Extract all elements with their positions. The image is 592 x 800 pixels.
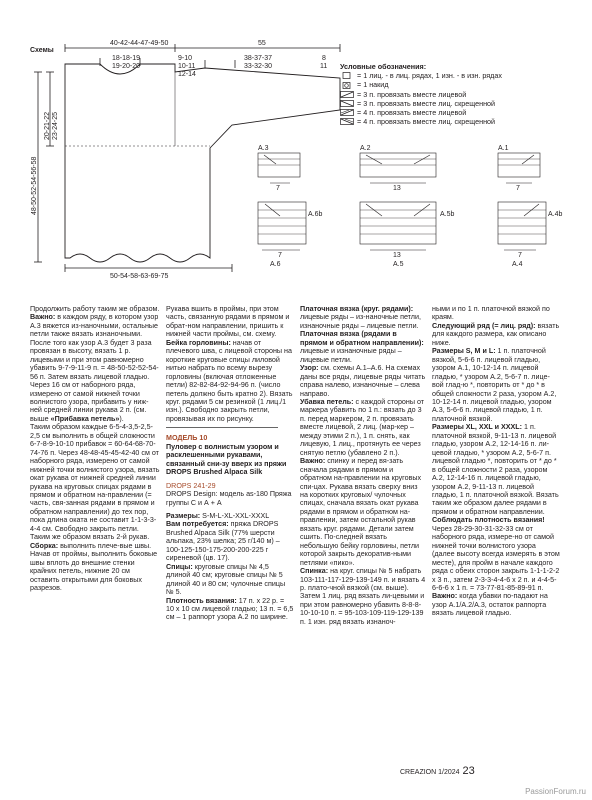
paragraph: Узор: см. схемы А.1–А.6. На схемах даны все ряды, лицевые ряды читать справа налево, изнаночные – слева направо. bbox=[300, 364, 426, 398]
svg-text:A.3: A.3 bbox=[258, 145, 269, 152]
chart-a5 bbox=[360, 202, 455, 268]
paragraph: Важно: когда убавки по-падают на узор А.1/А.2/А.3, остаток раппорта вязать лицевой гладью. bbox=[432, 592, 548, 618]
neck-size-2: 10-11 bbox=[178, 63, 196, 70]
svg-text:A.2: A.2 bbox=[360, 145, 371, 152]
sweater-body-outline bbox=[65, 64, 340, 262]
svg-text:A.4: A.4 bbox=[512, 261, 523, 268]
k3tog-icon bbox=[340, 91, 354, 98]
svg-text:A.1: A.1 bbox=[498, 145, 509, 152]
paragraph: Убавка петель: с каждой стороны от маркера убавить по 1 п.: вязать до 3 п. перед маркером, 2 п. провязать вместе лицевой, 2 лиц. (мар-кер – между этими 2 п.), 1 п. снять, как лицевую, 1 лиц., протянуть ее через снятую петлю (убавлено 2 п.). bbox=[300, 397, 425, 457]
paragraph: Важно: в каждом ряду, в котором узор А.3 вяжется из-наночными, остальные петли также вязать изнаночными. После того как узор А.3 будет 3 раза провязан в высоту, вязать 1 р. лицевыми и при этом равномерно убавить 9-7-9-11-9 п. = 48-50-52-52-54-56 п. Затем вязать лицевой гладью. Через 16 см от наборного ряда, измерено от самой нижней точки волнистого узора, прибавить у ниж-ней средней линии рукава 2 п. (см. выше «Прибавка петель»). bbox=[30, 313, 159, 423]
diagram-title: Схемы bbox=[30, 47, 54, 54]
k3tog-tbl-icon bbox=[340, 100, 354, 107]
svg-text:A.6: A.6 bbox=[270, 261, 281, 268]
bottom-width-label: 50-54-58-63-69-75 bbox=[110, 273, 169, 280]
model-title: Пуловер с волнистым узором и расклешенными рукавами, связанный сни-зу вверх из пряжи DROPS Brushed Alpaca Silk bbox=[166, 442, 287, 477]
text-column-3 bbox=[300, 305, 426, 626]
paragraph: DROPS Design: модель as-180 Пряжа группы С и А + А bbox=[166, 490, 292, 507]
watermark: PassionForum.ru bbox=[525, 787, 586, 796]
paragraph: Платочная вязка (круг. рядами): лицевые ряды – из-наночные петли, изнаночные ряды – лицевые петли. bbox=[300, 305, 421, 330]
model-heading: МОДЕЛЬ 10 bbox=[166, 434, 208, 443]
paragraph: Соблюдать плотность вязания! bbox=[432, 516, 545, 525]
body-length-label: 48-50-52-54-56-58 bbox=[31, 156, 38, 215]
sleeve-size-2: 33-32-30 bbox=[244, 63, 273, 70]
paragraph: Сборка: выполнить плече-вые швы. Начав от проймы, выполнить боковые швы вплоть до внешние стенки крайних петель, нижние 20 см оставить открытыми для боковых разрезов. bbox=[30, 541, 158, 592]
chart-a2 bbox=[360, 145, 436, 192]
legend-item-k3tog: = 3 п. провязать вместе лицевой bbox=[340, 90, 590, 99]
shoulder-size-2: 19-20-20 bbox=[112, 63, 141, 70]
legend-item-knit: = 1 лиц. - в лиц. рядах, 1 изн. - в изн. рядах bbox=[340, 71, 590, 80]
model-code: DROPS 241-29 bbox=[166, 481, 216, 490]
armhole-depth-2: 23-24-25 bbox=[52, 111, 59, 140]
paragraph: Через 28-29-30-31-32-33 см от наборного ряда, измере-но от самой нижней точки волнистого узора (далее высоту всегда измерять в этом месте), для пройм в начале каждого ряда с обеих сторон закрыть 1-1-1-2-2 х 3 п., затем 2-3-3-4-4-6 х 2 п. и 4-4-5-6-6-6 х 1 п. = 73-77-81-85-89-91 п. bbox=[432, 524, 560, 592]
paragraph: Спинка: на круг. спицы № 5 набрать 103-111-117-129-139-149 п. и вязать 4 р. плато-чной вязкой (см. выше). Затем 1 лиц. ряд вязать ли-цевыми и при этом равномерно убавить 8-8-8-10-10-10 п. = 95-103-109-119-129-139 п. 1 изн. ряд вязать изнаноч- bbox=[300, 567, 426, 626]
sleeve-size-1: 38-37-37 bbox=[244, 55, 273, 62]
legend-item-yarn-over: = 1 накид bbox=[340, 80, 590, 89]
neck-size-3: 12-14 bbox=[178, 71, 196, 78]
legend bbox=[340, 62, 590, 126]
svg-text:7: 7 bbox=[518, 252, 522, 259]
svg-text:A.4b: A.4b bbox=[548, 211, 563, 218]
svg-text:A.5: A.5 bbox=[393, 261, 404, 268]
page-number: 23 bbox=[462, 765, 475, 777]
text-column-2 bbox=[166, 305, 294, 622]
paragraph: ными и по 1 п. платочной вязкой по краям. bbox=[432, 305, 550, 322]
legend-item-k4tog-tbl: = 4 п. провязать вместе лиц. скрещенной bbox=[340, 117, 590, 126]
chart-a1 bbox=[498, 145, 540, 192]
yarn-over-icon bbox=[340, 82, 354, 89]
legend-item-k4tog: = 4 п. провязать вместе лицевой bbox=[340, 108, 590, 117]
svg-text:A.5b: A.5b bbox=[440, 211, 455, 218]
paragraph: Бейка горловины: начав от плечевого шва, с лицевой стороны на короткие круговые спицы лиловой нитью набрать по всему вырезу горловины (включая отложенные петли) 82-82-84-92-94-96 п. (число петель должно быть кратно 2). Вязать круг. рядами 5 см резинкой (1 лиц./1 изн.). Свободно закрыть петли, провязывая их по рисунку. bbox=[166, 338, 293, 423]
divider bbox=[166, 427, 278, 428]
text-column-4 bbox=[432, 305, 560, 618]
paragraph: Размеры XL, XXL и XXXL: 1 п. платочной вязкой, 9-11-13 п. лицевой гладью, узором А.2, 12-14-16 п. ли-цевой гладью, * узором А.2, 5-6-7 п. лицевой гладью *, повторить от * до * в общей сложности 2 раза, узором А.2, 12-14-16 п. лицевой гладью, узором А.2, 9-11-13 п. лицевой гладью, 1 п. платочной вязкой. Вязать таким же образом далее рядами в прямом и обратном направлении. bbox=[432, 423, 559, 516]
paragraph: Размеры S, M и L: 1 п. платочной вязкой, 5-6-6 п. лицевой гладью, узором А.1, 10-12-14 п. лицевой гладью, * узором А.2, 5-6-7 п. лице-вой глад-ю *, повторить от * до * в общей сложности 2 раза, узором А.2, 10-12-14 п. лицевой гладью, узором А.3, 5-6-6 п. лицевой гладью, 1 п. платочной вязкой. bbox=[432, 347, 557, 423]
paragraph: Важно: спинку и перед вя-зать сначала рядами в прямом и обратном на-правлении на круговых спи-цах. Рукава вязать сверху вниз на коротких круговых/ чулочных спицах, сначала вязать окат рукава рядами в прямом и обратном на-правлении, затем остальной рукав вязать круг. рядами. Детали затем сшить. По-следней вязать небольшую бейку горловины, петли которой закрыть декоратив-ными петлями «пико». bbox=[300, 457, 422, 567]
chart-a6 bbox=[258, 202, 323, 268]
paragraph: Продолжить работу таким же образом. bbox=[30, 305, 160, 313]
knit-stitch-icon bbox=[340, 72, 354, 79]
k4tog-tbl-icon bbox=[340, 118, 354, 125]
top-width-label: 40-42-44-47-49-50 bbox=[110, 40, 169, 47]
legend-title: Условные обозначения: bbox=[340, 62, 427, 71]
svg-text:A.6b: A.6b bbox=[308, 211, 323, 218]
chart-a3 bbox=[258, 145, 300, 192]
neck-size-1: 9-10 bbox=[178, 55, 193, 62]
paragraph: Таким образом каждые 6-5-4-3,5-2,5-2,5 см выполнить в общей сложности 6-7-8-9-10-10 прибавок = 60-64-68-70-74-76 п. Через 48-48-45-45-42-40 см от наборного ряда, измерено от самой нижней точки волнистого узора, вязать окат рукава от нижней средней линии рукава на круговых спицах рядами в прямом и обратном на-правлении (= часть, свя-занная рядами в прямом и обратном направлении) до тех пор, пока длина оката не составит 1-1-3-3-4-4 см. Свободно закрыть петли. Таким же образом вязать 2-й рукав. bbox=[30, 423, 160, 542]
schematics-diagram bbox=[0, 0, 592, 300]
armhole-depth-1: 20-21-22 bbox=[44, 111, 51, 140]
paragraph: Вам потребуется: пряжа DROPS Brushed Alpaca Silk (77% шерсти альпака, 23% шелка; 25 г/140 м) – 100-125-150-175-200-200-225 г сиреневой (цв. 17). bbox=[166, 520, 280, 563]
text-column-1 bbox=[30, 305, 160, 592]
sleeve-width-label: 55 bbox=[258, 40, 266, 47]
chart-a4 bbox=[498, 202, 563, 268]
shoulder-size-1: 18-18-19 bbox=[112, 55, 141, 62]
page-footer bbox=[400, 765, 475, 777]
cuff-size-2: 11 bbox=[320, 63, 328, 70]
paragraph: Следующий ряд (= лиц. ряд): вязать для каждого размера, как описано ниже. bbox=[432, 321, 560, 347]
svg-text:7: 7 bbox=[516, 185, 520, 192]
cuff-size-1: 8 bbox=[322, 55, 326, 62]
legend-item-k3tog-tbl: = 3 п. провязать вместе лиц. скрещенной bbox=[340, 99, 590, 108]
paragraph: Рукава вшить в проймы, при этом часть, связанную рядами в прямом и обрат-ном направлении, пришить к нижней части проймы, см. схему. bbox=[166, 305, 290, 339]
svg-text:13: 13 bbox=[393, 252, 401, 259]
svg-text:13: 13 bbox=[393, 185, 401, 192]
paragraph: Спицы: круговые спицы № 4,5 длиной 40 см; круговые спицы № 5 длиной 40 и 80 см; чулочные спицы № 5. bbox=[166, 562, 286, 597]
svg-text:7: 7 bbox=[278, 252, 282, 259]
paragraph: Платочная вязка (рядами в прямом и обратном направлении): лицевые и изнаночные ряды – лицевые петли. bbox=[300, 330, 424, 364]
magazine-name: CREAZION 1/2024 bbox=[400, 769, 460, 776]
paragraph: Плотность вязания: 17 п. х 22 р. = 10 х 10 см лицевой гладью; 13 п. = 6,5 см – 1 раппорт узора А.2 по ширине. bbox=[166, 596, 294, 622]
k4tog-icon bbox=[340, 109, 354, 116]
paragraph: Размеры: S-M-L-XL-XXL-XXXL bbox=[166, 511, 270, 520]
svg-text:7: 7 bbox=[276, 185, 280, 192]
